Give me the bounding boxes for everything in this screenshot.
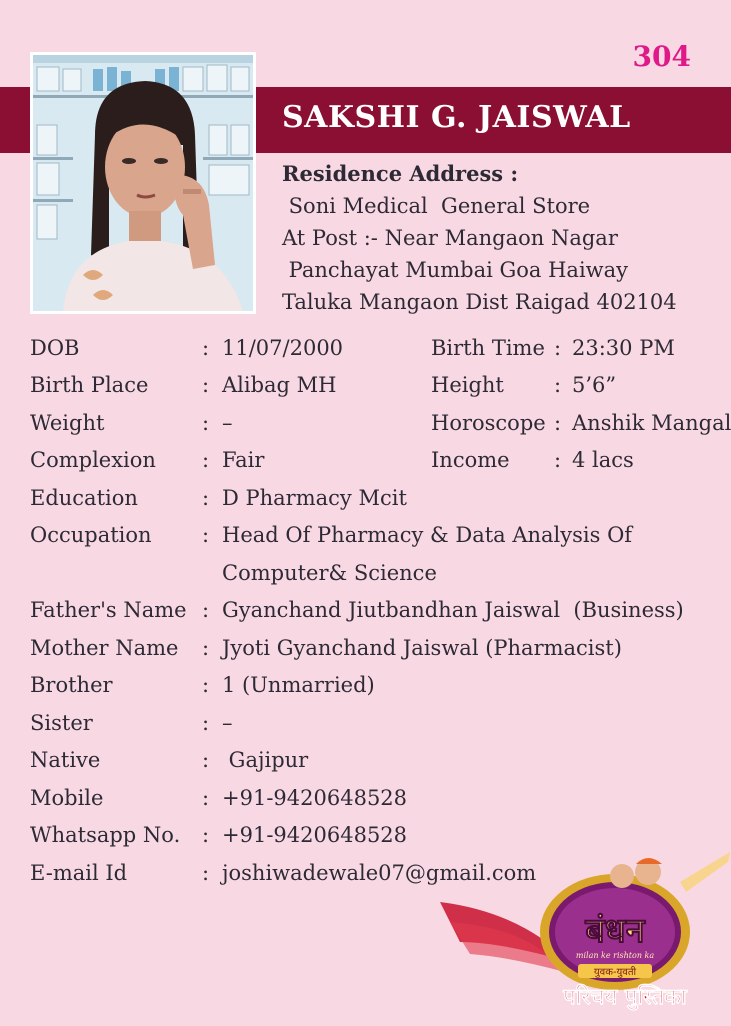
colon: :	[202, 486, 210, 510]
complexion-label: Complexion	[30, 448, 156, 472]
father-label: Father's Name	[30, 598, 187, 622]
bandhan-logo	[440, 842, 730, 1022]
logo-title: बंधन	[585, 911, 645, 951]
colon: :	[202, 523, 210, 547]
colon: :	[202, 411, 210, 435]
whatsapp-label: Whatsapp No.	[30, 823, 181, 847]
bandhan-logo-artwork	[440, 842, 730, 1022]
occupation-value: Head Of Pharmacy & Data Analysis Of	[222, 523, 633, 547]
address-line: Soni Medical General Store	[282, 194, 591, 218]
colon: :	[202, 748, 210, 772]
address-line: Panchayat Mumbai Goa Haiway	[282, 258, 629, 282]
person-name: SAKSHI G. JAISWAL	[282, 100, 631, 135]
colon: :	[202, 823, 210, 847]
horoscope-value: Anshik Mangal	[572, 411, 731, 435]
native-value: Gajipur	[222, 748, 309, 772]
birth-time-label: Birth Time	[431, 336, 545, 360]
address-heading: Residence Address :	[282, 161, 519, 186]
weight-value: –	[222, 411, 233, 435]
education-value: D Pharmacy Mcit	[222, 486, 407, 510]
colon: :	[202, 711, 210, 735]
mother-value: Jyoti Gyanchand Jaiswal (Pharmacist)	[222, 636, 622, 660]
logo-bottom-text: परिचय पुस्तिका	[563, 985, 687, 1010]
complexion-value: Fair	[222, 448, 265, 472]
colon: :	[202, 861, 210, 885]
colon: :	[202, 448, 210, 472]
colon: :	[202, 786, 210, 810]
occupation-value-cont: Computer& Science	[222, 561, 437, 585]
email-label: E-mail Id	[30, 861, 128, 885]
residence-address	[282, 158, 722, 318]
mobile-label: Mobile	[30, 786, 104, 810]
colon: :	[202, 636, 210, 660]
colon: :	[554, 373, 562, 397]
profile-photo-illustration	[33, 55, 253, 311]
address-line: At Post :- Near Mangaon Nagar	[282, 226, 618, 250]
birth-time-value: 23:30 PM	[572, 336, 675, 360]
birth-place-value: Alibag MH	[222, 373, 337, 397]
native-label: Native	[30, 748, 101, 772]
email-value: joshiwadewale07@gmail.com	[222, 861, 537, 885]
dob-label: DOB	[30, 336, 80, 360]
brother-label: Brother	[30, 673, 113, 697]
colon: :	[554, 448, 562, 472]
weight-label: Weight	[30, 411, 105, 435]
sister-label: Sister	[30, 711, 93, 735]
colon: :	[554, 336, 562, 360]
colon: :	[202, 373, 210, 397]
horoscope-label: Horoscope	[431, 411, 546, 435]
logo-tagline: milan ke rishton ka	[575, 951, 655, 960]
profile-photo	[30, 52, 256, 314]
birth-place-label: Birth Place	[30, 373, 149, 397]
logo-subtitle: युवक-युवती	[593, 967, 637, 978]
income-value: 4 lacs	[572, 448, 634, 472]
height-label: Height	[431, 373, 504, 397]
colon: :	[202, 336, 210, 360]
occupation-label: Occupation	[30, 523, 152, 547]
whatsapp-value: +91-9420648528	[222, 823, 408, 847]
sister-value: –	[222, 711, 233, 735]
father-value: Gyanchand Jiutbandhan Jaiswal (Business)	[222, 598, 684, 622]
colon: :	[202, 598, 210, 622]
colon: :	[202, 673, 210, 697]
dob-value: 11/07/2000	[222, 336, 344, 360]
height-value: 5’6”	[572, 373, 617, 397]
education-label: Education	[30, 486, 138, 510]
mobile-value: +91-9420648528	[222, 786, 408, 810]
address-line: Taluka Mangaon Dist Raigad 402104	[282, 290, 677, 314]
mother-label: Mother Name	[30, 636, 179, 660]
brother-value: 1 (Unmarried)	[222, 673, 375, 697]
income-label: Income	[431, 448, 510, 472]
page-number: 304	[632, 40, 691, 73]
colon: :	[554, 411, 562, 435]
